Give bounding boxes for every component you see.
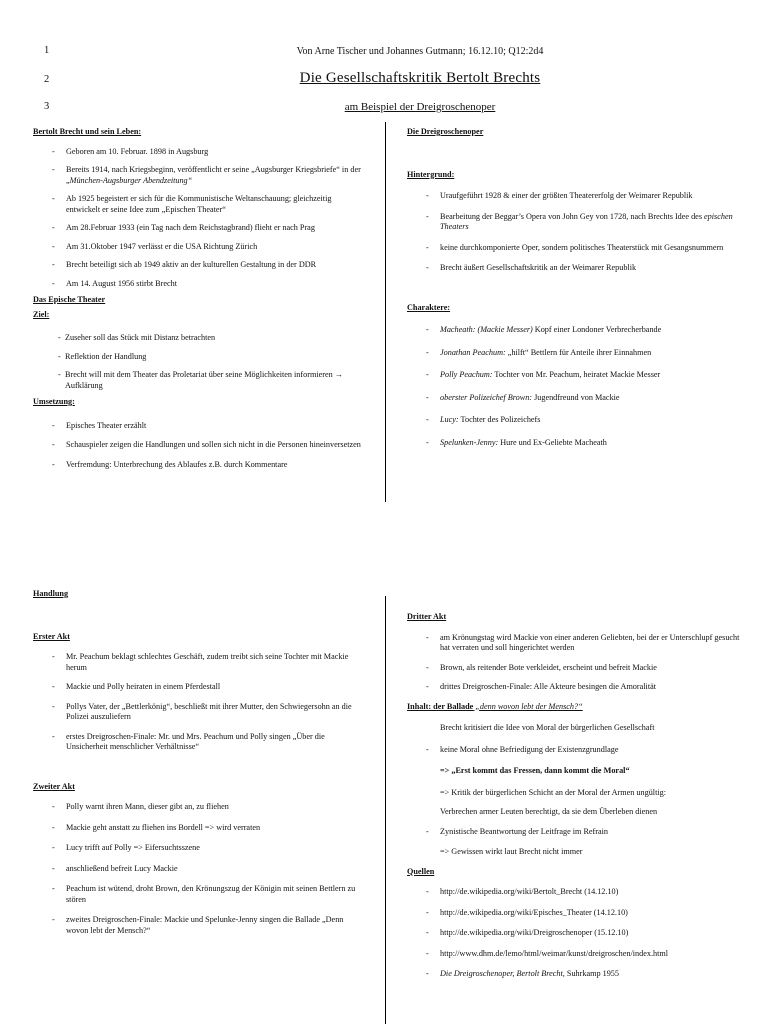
ballade-critique-2: Verbrechen armer Leuten berechtigt, da sie dem Überleben dienen [440,807,658,816]
akt1-heading: Erster Akt [33,631,70,641]
akt2-list [33,802,363,936]
list-item: - Pollys Vater, der „Bettlerkönig“, beschließt mit ihrer Mutter, den Schwiegersohn an die Polizei auszuliefern [33,702,363,723]
list-item: - Am 14. August 1956 stirbt Brecht [33,279,363,290]
list-item: - Reflektion der Handlung [58,352,363,363]
quellen-heading: Quellen [407,866,435,876]
list-item: - Mackie geht anstatt zu fliehen ins Bordell => wird verraten [33,823,363,834]
list-item: - Mackie und Polly heiraten in einem Pferdestall [33,682,363,693]
list-item: - Peachum ist wütend, droht Brown, den Krönungszug der Königin mit seinen Bettlern zu stören [33,884,363,905]
list-item: - Brown, als reitender Bote verkleidet, erscheint und befreit Mackie [407,663,747,674]
charaktere-list [407,325,747,448]
bio-heading: Bertolt Brecht und sein Leben: [33,127,142,136]
list-item: - Ab 1925 begeistert er sich für die Kommunistische Weltanschauung; gleichzeitig entwickelt er seine Idee zum „Epischen Theater“ [33,194,363,215]
list-item: - Spelunken-Jenny: Hure und Ex-Geliebte Macheath [407,438,747,449]
list-item: - Zuseher soll das Stück mit Distanz betrachten [58,333,363,344]
list-item: - Bearbeitung der Beggar’s Opera von John Gey von 1728, nach Brechts Idee des epischen Theaters [407,212,747,233]
list-item: - Lucy trifft auf Polly => Eifersuchtsszene [33,843,363,854]
akt1-list [33,652,363,753]
hintergrund-list [407,191,747,274]
quellen-list [407,887,747,980]
list-item: - oberster Polizeichef Brown: Jugendfreund von Mackie [407,393,747,404]
ballade-quote: => „Erst kommt das Fressen, dann kommt die Moral“ [440,766,630,775]
column-divider-page2 [385,596,386,1024]
charaktere-heading: Charaktere: [407,302,451,312]
dreigroschenoper-heading: Die Dreigroschenoper [407,127,484,136]
ballade-intro: Brecht kritisiert die Idee von Moral der bürgerlichen Gesellschaft [440,723,655,732]
list-item: - drittes Dreigroschen-Finale: Alle Akteure besingen die Amoralität [407,682,747,693]
line-number-2: 2 [44,74,50,85]
ballade-heading: Inhalt: der Ballade „denn wovon lebt der Mensch?“ [407,701,583,711]
source-link: - http://de.wikipedia.org/wiki/Episches_Theater (14.12.10) [407,908,747,919]
line-number-1: 1 [44,45,50,56]
list-item: - Mr. Peachum beklagt schlechtes Geschäft, zudem treibt sich seine Tochter mit Mackie herum [33,652,363,673]
source-book: - Die Dreigroschenoper, Bertolt Brecht, Suhrkamp 1955 [407,969,747,980]
list-item: - Am 31.Oktober 1947 verlässt er die USA Richtung Zürich [33,242,363,253]
source-link: - http://de.wikipedia.org/wiki/Bertolt_Brecht (14.12.10) [407,887,747,898]
list-item: - zweites Dreigroschen-Finale: Mackie und Spelunke-Jenny singen die Ballade „Denn wovon lebt der Mensch?“ [33,915,363,936]
list-item: - Macheath: (Mackie Messer) Kopf einer Londoner Verbrecherbande [407,325,747,336]
list-item: - am Krönungstag wird Mackie von einer anderen Geliebten, bei der er Unterschlupf gesucht hat verraten und soll hingerichtet werden [407,633,747,654]
list-item: - erstes Dreigroschen-Finale: Mr. und Mrs. Peachum und Polly singen „Über die Unsicherheit menschlicher Verhältnisse“ [33,732,363,753]
list-item: - Polly Peachum: Tochter von Mr. Peachum, heiratet Mackie Messer [407,370,747,381]
ballade-list-1 [407,745,747,756]
theater-heading: Das Epische Theater [33,295,106,304]
list-item: - Lucy: Tochter des Polizeichefs [407,415,747,426]
list-item: - Verfremdung: Unterbrechung des Ablaufes z.B. durch Kommentare [33,460,363,471]
document-title: Die Gesellschaftskritik Bertolt Brechts [299,70,541,86]
list-item: - Am 28.Februar 1933 (ein Tag nach dem Reichstagbrand) flieht er nach Prag [33,223,363,234]
author-line: Von Arne Tischer und Johannes Gutmann; 16.12.10; Q12:2d4 [296,46,544,57]
list-item: - keine durchkomponierte Oper, sondern politisches Theaterstück mit Gesangsnummern [407,243,747,254]
list-item: - Polly warnt ihren Mann, dieser gibt an, zu fliehen [33,802,363,813]
ballade-conscience: => Gewissen wirkt laut Brecht nicht immer [440,847,583,856]
umsetzung-heading: Umsetzung: [33,397,75,406]
list-item: - Schauspieler zeigen die Handlungen und sollen sich nicht in die Personen hineinversetzen [33,440,363,451]
list-item: - Brecht äußert Gesellschaftskritik an der Weimarer Republik [407,263,747,274]
ziel-heading: Ziel: [33,309,50,319]
column-divider-page1 [385,122,386,502]
document-subtitle: am Beispiel der Dreigroschenoper [344,101,496,113]
hintergrund-heading: Hintergrund: [407,169,455,179]
source-link: - http://www.dhm.de/lemo/html/weimar/kunst/dreigroschen/index.html [407,949,747,960]
list-item: - Episches Theater erzählt [33,421,363,432]
ziel-list [58,333,363,391]
list-item: - keine Moral ohne Befriedigung der Existenzgrundlage [407,745,747,756]
akt3-heading: Dritter Akt [407,612,447,621]
ballade-critique-1: => Kritik der bürgerlichen Schicht an der Moral der Armen ungültig: [440,787,666,797]
list-item: - Brecht will mit dem Theater das Proletariat über seine Möglichkeiten informieren → Aufklärung [58,370,363,391]
page1-left-column [33,127,363,470]
list-item: - Geboren am 10. Februar. 1898 in Augsburg [33,147,363,158]
list-item: - Uraufgeführt 1928 & einer der größten Theatererfolg der Weimarer Republik [407,191,747,202]
list-item: - Zynistische Beantwortung der Leitfrage im Refrain [407,827,747,838]
line-number-3: 3 [44,101,50,112]
list-item: - Brecht beteiligt sich ab 1949 aktiv an der kulturellen Gestaltung in der DDR [33,260,363,271]
source-link: - http://de.wikipedia.org/wiki/Dreigroschenoper (15.12.10) [407,928,747,939]
page2-left-column [33,589,363,936]
page1-right-column [407,127,747,448]
list-item: - anschließend befreit Lucy Mackie [33,864,363,875]
list-item: - Jonathan Peachum: „hilft“ Bettlern für Anteile ihrer Einnahmen [407,348,747,359]
handlung-heading: Handlung [33,589,69,598]
umsetzung-list [33,421,363,471]
bio-list [33,147,363,290]
akt2-heading: Zweiter Akt [33,781,75,791]
page2-right-column [407,612,747,980]
akt3-list [407,633,747,693]
ballade-list-2 [407,827,747,838]
list-item: - Bereits 1914, nach Kriegsbeginn, veröffentlicht er seine „Augsburger Kriegsbriefe“ in der „München-Augsburger Abendzeitung“ [33,165,363,186]
